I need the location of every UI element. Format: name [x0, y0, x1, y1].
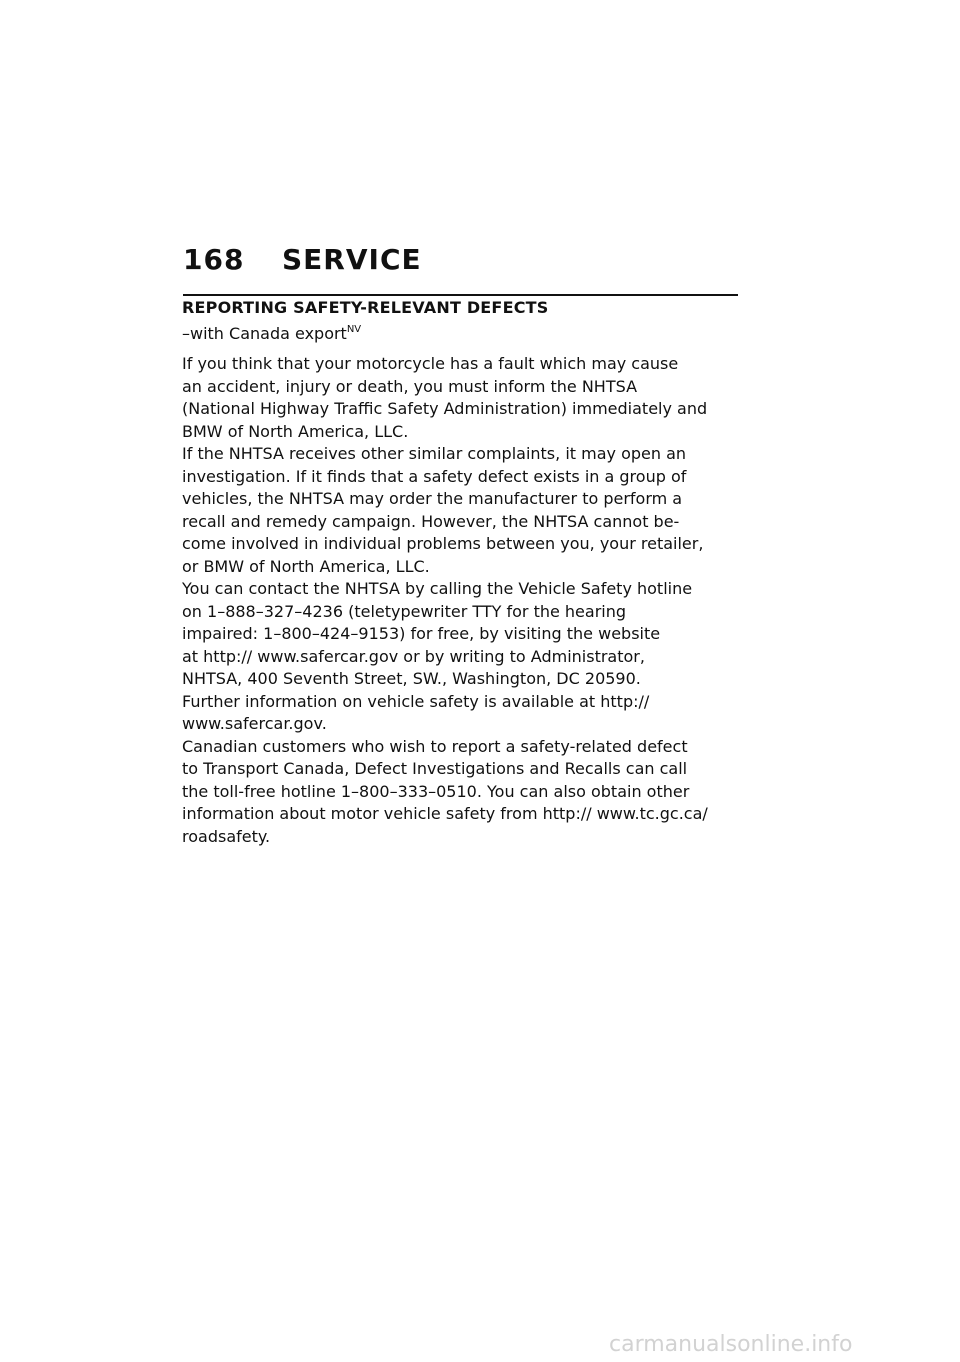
variant-note [182, 321, 742, 347]
paragraph-nhtsa-contact: You can contact the NHTSA by calling the Vehicle Safety hotline on 1–888–327–4236 (teletypewriter TTY for the hearing impaired: 1–800–424–9153) for free, by visiting the website at http:// www.safercar.gov or by writing to Administrator, NHTSA, 400 Seventh Street, SW., Washington, DC 20590. Further information on vehicle safety is available at http:// www.safercar.gov. [182, 579, 693, 733]
variant-code: NV [346, 324, 362, 335]
paragraph-canada-contact: Canadian customers who wish to report a safety-related defect to Transport Canada, Defect Investigations and Recalls can call the toll-free hotline 1–800–333–0510. You can also obtain other information about motor vehicle safety from http:// www.tc.gc.ca/ roadsafety. [182, 736, 708, 846]
main-content [182, 296, 742, 848]
page-header [183, 242, 738, 296]
page-number: 168 [183, 243, 245, 276]
chapter-title: SERVICE [282, 243, 422, 276]
paragraph-nhtsa-investigation: If the NHTSA receives other similar complaints, it may open an investigation. If it finds that a safety defect exists in a group of vehicles, the NHTSA may order the manufacturer to perform a recall and remedy campaign. However, the NHTSA cannot be- come involved in individual problems between you, your retailer, or BMW of North America, LLC. [182, 444, 704, 576]
variant-note-text: –with Canada export [182, 324, 347, 343]
paragraph-report-fault: If you think that your motorcycle has a fault which may cause an accident, injury or death, you must inform the NHTSA (National Highway Traffic Safety Administration) immediately and BMW of North America, LLC. [182, 354, 708, 441]
watermark: carmanualsonline.info [609, 1332, 853, 1357]
section-heading: REPORTING SAFETY-RELEVANT DEFECTS [182, 298, 549, 317]
